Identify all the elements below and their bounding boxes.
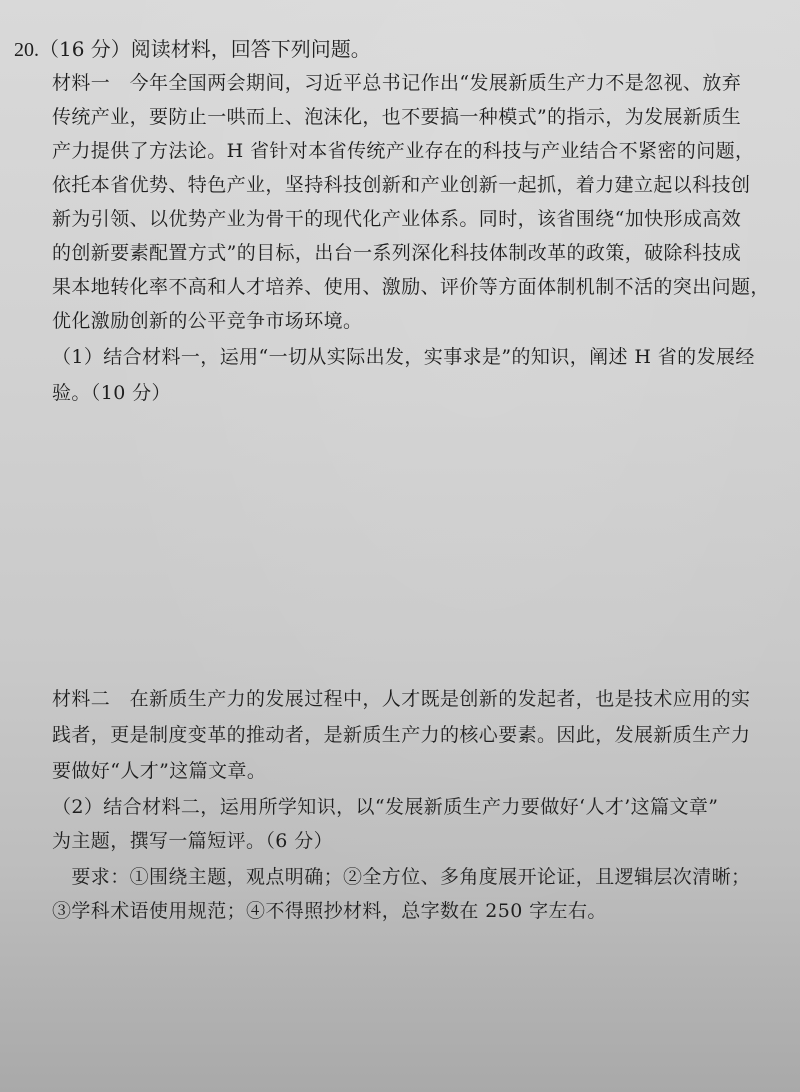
material-one-line: 传统产业，要防止一哄而上、泡沫化，也不要搞一种模式”的指示，为发展新质生 — [52, 106, 742, 128]
material-two-line: 要做好“人才”这篇文章。 — [52, 760, 267, 782]
material-one-line: 新为引领、以优势产业为骨干的现代化产业体系。同时，该省围绕“加快形成高效 — [52, 208, 742, 230]
requirements-line: ③学科术语使用规范；④不得照抄材料，总字数在 250 字左右。 — [52, 900, 607, 922]
material-one-line: 果本地转化率不高和人才培养、使用、激励、评价等方面体制机制不活的突出问题， — [52, 276, 770, 298]
sub-question-two-line: （2）结合材料二，运用所学知识，以“发展新质生产力要做好‘人才’这篇文章” — [52, 796, 719, 818]
material-one-line: 产力提供了方法论。H 省针对本省传统产业存在的科技与产业结合不紧密的问题， — [52, 140, 755, 162]
material-one-line: 材料一 今年全国两会期间，习近平总书记作出“发展新质生产力不是忽视、放弃 — [52, 72, 742, 94]
requirements-line: 要求：①围绕主题，观点明确；②全方位、多角度展开论证，且逻辑层次清晰； — [52, 866, 751, 888]
material-one-line: 的创新要素配置方式”的目标，出台一系列深化科技体制改革的政策，破除科技成 — [52, 242, 742, 264]
material-one-line: 优化激励创新的公平竞争市场环境。 — [52, 310, 363, 332]
material-one-line: 依托本省优势、特色产业，坚持科技创新和产业创新一起抓，着力建立起以科技创 — [52, 174, 751, 196]
answer-area-one — [52, 420, 782, 680]
material-two-line: 践者，更是制度变革的推动者，是新质生产力的核心要素。因此，发展新质生产力 — [52, 724, 751, 746]
sub-question-one-line: 验。（10 分） — [52, 382, 171, 404]
material-two-line: 材料二 在新质生产力的发展过程中，人才既是创新的发起者，也是技术应用的实 — [52, 688, 751, 710]
sub-question-one-line: （1）结合材料一，运用“一切从实际出发，实事求是”的知识，阐述 H 省的发展经 — [52, 346, 755, 368]
question-header — [14, 36, 371, 63]
question-instruction: （16 分）阅读材料，回答下列问题。 — [39, 37, 371, 61]
question-number: 20. — [14, 39, 39, 61]
sub-question-two-line: 为主题，撰写一篇短评。（6 分） — [52, 830, 334, 852]
